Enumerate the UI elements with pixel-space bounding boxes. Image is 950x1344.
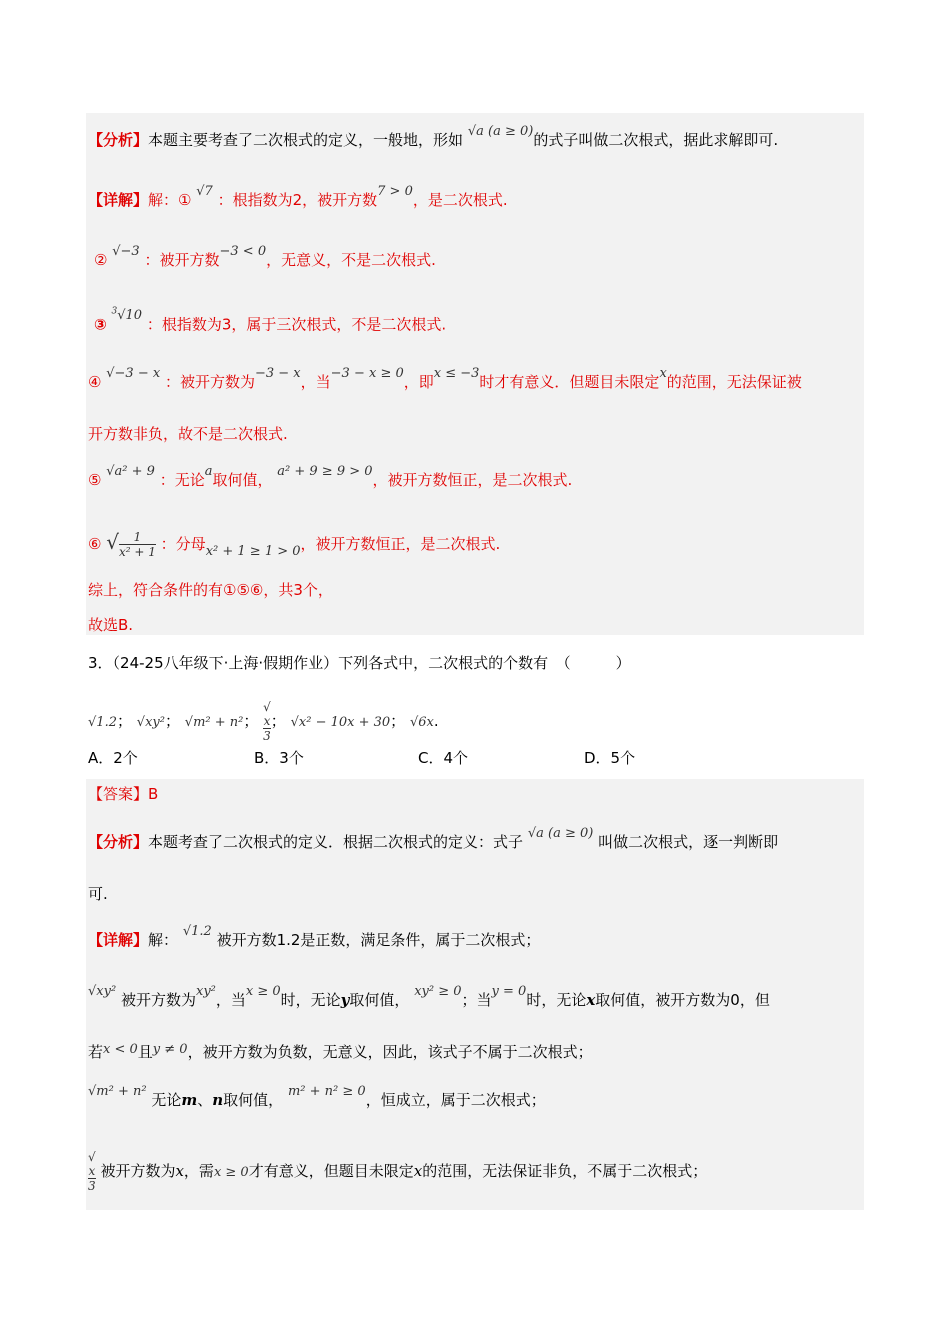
formula: √−3 − x [106,366,161,381]
text: 取何值， [212,471,273,489]
formula: $^3$√10 [111,307,143,324]
option-c[interactable]: C．4个 [418,749,469,767]
text: ：根指数为2，被开方数 [217,191,378,209]
text: ，需 [183,1162,214,1180]
formula: −3 < 0 [219,244,267,259]
text: 时，无论 [526,991,587,1009]
text: 时才有意义．但题目未限定 [479,373,660,391]
text: 取何值， [223,1091,284,1109]
formula: x² + 1 ≥ 1 > 0 [205,544,301,559]
text: ，被开方数为负数，无意义，因此，该式子不属于二次根式； [187,1043,593,1061]
answer-text: 【答案】B [88,785,159,803]
analysis-line [88,124,779,152]
text: 被开方数为 [100,1162,176,1180]
item-number: ④ [88,373,102,391]
analysis-text-end: 的式子叫做二次根式，据此求解即可. [533,131,779,149]
formula: x ≥ 0 [213,1165,249,1180]
item-number: ③ [94,315,107,334]
option-b[interactable]: B．3个 [254,749,304,767]
formula: −3 − x [254,366,301,381]
formula: √m² + n² [88,1084,147,1099]
formula: x < 0 [103,1042,138,1057]
formula: x ≥ 0 [245,984,281,999]
detail-2-line-1 [88,924,541,952]
var-x: x [413,1162,423,1180]
formula: √xy² [88,984,117,999]
formula: x [659,366,667,381]
summary-line [88,580,333,600]
text: 开方数非负，故不是二次根式. [88,425,288,443]
var-y: y [340,991,350,1009]
text: ：根指数为3，属于三次根式，不是二次根式. [146,315,447,334]
var-x: x [586,991,596,1009]
item-number: ⑤ [88,471,102,489]
option-d[interactable]: D．5个 [584,749,636,767]
text: ：分母 [160,535,206,553]
question-3-expressions: √1.2； √xy²； √m² + n²； √ x 3 ； √x² − 10x + 30； √6x. [88,700,439,743]
formula: √a (a ≥ 0) [467,124,534,139]
detail-2-line-2 [88,984,770,1012]
text: 时，无论 [280,991,341,1009]
text: 叫做二次根式，逐一判断即 [598,833,779,851]
var-m: m [181,1091,198,1109]
text: ；当 [461,991,492,1009]
formula: a² + 9 ≥ 9 > 0 [277,464,373,479]
text: ，被开方数恒正，是二次根式. [300,535,501,553]
text: ，被开方数恒正，是二次根式. [372,471,573,489]
formula: −3 − x ≥ 0 [330,366,404,381]
detail-2-line-4 [88,1084,546,1112]
formula: y ≠ 0 [152,1042,188,1057]
text: ，是二次根式. [412,191,508,209]
text: ，即 [403,373,434,391]
detail-tag: 【详解】 [88,191,149,209]
text: ，当 [215,991,246,1009]
text: ：被开方数 [144,251,220,269]
analysis-2-line [88,826,779,854]
expr-2: √xy² [136,715,165,730]
text: ，恒成立，属于二次根式； [365,1091,546,1109]
expr-3: √m² + n² [184,715,244,730]
analysis-text: 本题主要考查了二次根式的定义，一般地，形如 [148,131,464,149]
formula: √1.2 [182,924,212,939]
analysis-tag: 【分析】 [88,833,149,851]
text: 解： [148,931,179,949]
var-x: x [175,1162,184,1180]
text: 取何值， [349,991,410,1009]
formula: y = 0 [491,984,527,999]
text: 、 [197,1091,213,1109]
text: 若 [88,1043,104,1061]
text: 被开方数1.2是正数，满足条件，属于二次根式； [216,931,541,949]
item-number: ② [94,251,108,269]
text: ，当 [300,373,331,391]
expr-4: √ x 3 [263,700,271,743]
text: 才有意义，但题目未限定 [248,1162,414,1180]
text: 且 [137,1043,153,1061]
question-3-stem: 3．（24-25八年级下·上海·假期作业）下列各式中，二次根式的个数有 （ ） [88,654,631,672]
formula: √a² + 9 [106,464,155,479]
detail-line-4b [88,424,288,444]
detail-2-line-3 [88,1042,593,1064]
text: 本题考查了二次根式的定义．根据二次根式的定义：式子 [148,833,524,851]
text: 的范围，无法保证非负，不属于二次根式； [422,1162,708,1180]
text: ：无论 [159,471,205,489]
detail-line-6: ⑥ √ $\frac{1}{\text{x² + 1}}$ ：分母x² + 1 ≥ 1 > 0，被开方数恒正，是二次根式. [88,530,501,559]
expr-1: √1.2 [88,715,117,730]
formula: √−3 [112,244,140,259]
detail-tag: 【详解】 [88,931,149,949]
choice-line [88,615,133,635]
analysis-2-line-b [88,884,108,904]
formula: m² + n² ≥ 0 [287,1084,366,1099]
formula: 7 > 0 [377,184,413,199]
analysis-tag: 【分析】 [88,131,149,149]
expr-5: √x² − 10x + 30 [290,715,391,730]
fraction: $\frac{1}{\text{x² + 1}}$ [118,530,156,559]
text: 可. [88,885,108,903]
detail-line-1 [88,184,508,212]
formula: √a (a ≥ 0) [527,826,594,841]
text: 被开方数为 [120,991,196,1009]
text: ：被开方数为 [164,373,255,391]
option-a[interactable]: A．2个 [88,749,138,767]
text: 取何值，被开方数为0，但 [595,991,770,1009]
summary-text: 综上，符合条件的有①⑤⑥，共3个， [88,581,333,599]
formula: xy² ≥ 0 [414,984,462,999]
detail-line-3 [94,307,447,336]
detail-line-4 [88,366,802,394]
formula: a [204,464,213,479]
item-number: ⑥ [88,535,102,553]
choice-text: 故选B. [88,616,134,634]
fraction: √ x 3 [88,1150,96,1193]
text: 的范围，无法保证被 [666,373,802,391]
expr-6: √6x [409,715,434,730]
text: ，无意义，不是二次根式. [266,251,436,269]
text: 无论 [151,1091,182,1109]
answer-line [88,784,158,804]
detail-line-2 [94,244,436,272]
detail-line-5 [88,464,573,492]
detail-intro: 解：① [148,191,192,209]
formula: √7 [196,184,213,199]
var-n: n [212,1091,224,1109]
formula: x ≤ −3 [433,366,480,381]
formula: xy² [195,984,216,999]
detail-2-line-5 [88,1150,707,1193]
